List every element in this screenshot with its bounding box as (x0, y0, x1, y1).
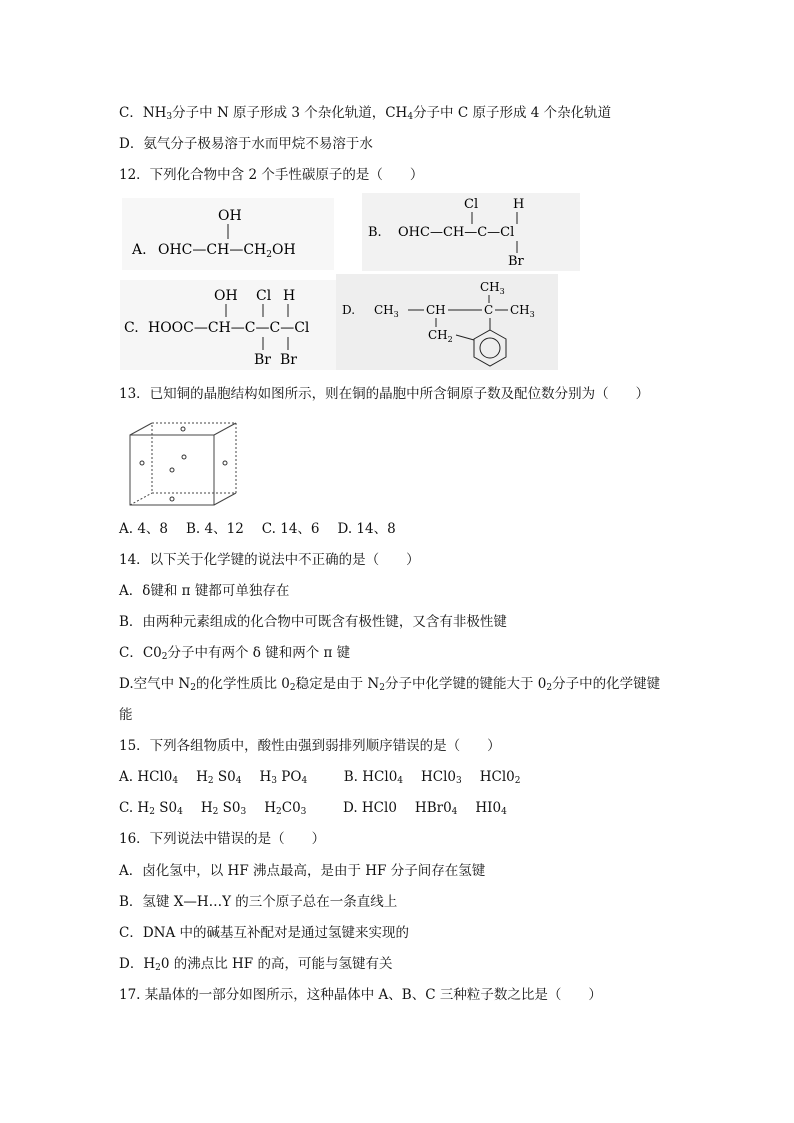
face-center-atom (181, 427, 185, 431)
q14-option-c: C．$C0_2$分子中有两个 δ 键和两个 π 键 (119, 645, 351, 662)
q12-b-top-cl: Cl (464, 197, 479, 212)
q12-a-top-oh: OH (218, 208, 242, 224)
face-center-atom (182, 455, 186, 459)
face-center-atom (170, 468, 174, 472)
q16-stem: 16．下列说法中错误的是（ ） (119, 831, 326, 847)
q12-c-bottom-br1: Br (254, 352, 271, 368)
face-center-atom (140, 461, 144, 465)
q12-c-top-oh: OH (214, 288, 238, 304)
q12-c-top-cl: Cl (256, 288, 272, 304)
q14-option-d-continued: 能 (119, 707, 133, 723)
q12-b-formula: OHC—CH—C—Cl (398, 225, 515, 240)
q12-structure-b (362, 193, 580, 271)
q16-option-c: C．DNA 中的碱基互补配对是通过氢键来实现的 (119, 925, 410, 941)
q12-d-right-ch3: $CH_3$ (510, 303, 535, 319)
q12-d-label: D. (342, 303, 356, 317)
q14-option-d: D.空气中 $N_2$的化学性质比 $0_2$稳定是由于 $N_2$分子中化学键的键能大于 $0_2$分子中的化学键键 (119, 676, 661, 693)
q13-stem: 13．已知铜的晶胞结构如图所示，则在铜的晶胞中所含铜原子数及配位数分别为（ ） (119, 386, 650, 402)
q14-option-b: B．由两种元素组成的化合物中可既含有极性键，又含有非极性键 (119, 614, 507, 630)
face-center-atom (170, 497, 174, 501)
q14-stem: 14．以下关于化学键的说法中不正确的是（ ） (119, 552, 420, 568)
q12-c-formula: HOOC—CH—C—C—Cl (148, 320, 310, 336)
q11-option-d: D．氨气分子极易溶于水而甲烷不易溶于水 (119, 136, 373, 152)
q12-b-bottom-br: Br (508, 254, 524, 269)
q12-d-ch2: $CH_2$ (428, 328, 453, 344)
q16-option-b: B．氢键 X—H…Y 的三个原子总在一条直线上 (119, 894, 398, 910)
q15-options-ab: A. $HCl0_4$ $H_2$ $S0_4$ $H_3$ $PO_4$ B. $HCl0_4$ $HCl0_3$ $HCl0_2$ (119, 769, 521, 786)
q16-option-d: D．$H_20$ 的沸点比 HF 的高，可能与氢键有关 (119, 956, 393, 973)
q12-c-top-h: H (283, 288, 296, 304)
q12-a-formula: $OHC—CH—CH_2OH$ (158, 242, 296, 260)
q12-structure-d (336, 274, 558, 370)
q12-c-bottom-br2: Br (280, 352, 297, 368)
q12-c-label: C. (124, 320, 139, 336)
q12-d-top-ch3: $CH_3$ (480, 280, 505, 296)
q12-structure-c (120, 280, 336, 370)
q14-option-a: A．δ键和 π 键都可单独存在 (119, 583, 290, 599)
q17-stem: 17. 某晶体的一部分如图所示，这种晶体中 A、B、C 三种粒子数之比是（ ） (119, 987, 602, 1003)
q16-option-a: A．卤化氢中，以 HF 沸点最高，是由于 HF 分子间存在氢键 (119, 863, 486, 879)
q12-b-label: B. (368, 225, 382, 240)
q12-a-label: A. (132, 242, 147, 258)
q12-d-left-ch3: $CH_3$ (374, 303, 399, 319)
q13-crystal-cell-diagram (122, 415, 244, 507)
q12-b-top-h: H (513, 197, 525, 212)
q12-d-c: C (484, 303, 494, 317)
face-center-atom (223, 461, 227, 465)
q12-stem: 12．下列化合物中含 2 个手性碳原子的是（ ） (119, 167, 424, 183)
q12-d-ch: CH (426, 303, 446, 317)
q15-stem: 15．下列各组物质中，酸性由强到弱排列顺序错误的是（ ） (119, 738, 501, 754)
q11-option-c: C．$NH_3$分子中 N 原子形成 3 个杂化轨道，$CH_4$分子中 C 原子形成 4 个杂化轨道 (119, 105, 612, 122)
q12-structure-a (122, 198, 334, 270)
q13-options: A. 4、8 B. 4、12 C. 14、6 D. 14、8 (119, 521, 396, 537)
q15-options-cd: C. $H_2$ $S0_4$ $H_2$ $S0_3$ $H_2C0_3$ D. HCl0 $HBr0_4$ $HI0_4$ (119, 800, 507, 817)
